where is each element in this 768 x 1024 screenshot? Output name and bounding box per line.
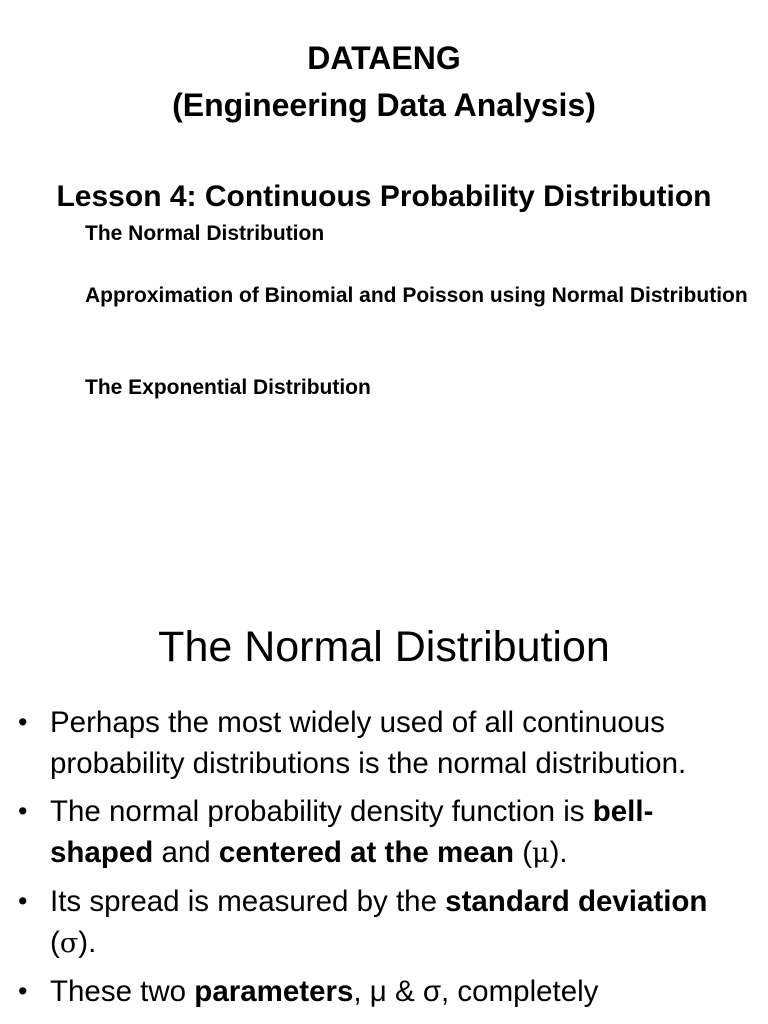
bullet-item-usage (0, 702, 768, 784)
bold-term-centered-at-mean: centered at the mean (218, 836, 515, 869)
paren-open: ( (50, 926, 60, 959)
bold-term-parameters: parameters (194, 975, 354, 1008)
paren-open: ( (514, 836, 533, 869)
slide-normal-distribution (0, 512, 768, 1024)
slide-title: The Normal Distribution (158, 623, 610, 671)
bullet-text-pre: These two (50, 975, 195, 1008)
topic-approximation: Approximation of Binomial and Poisson using Normal Distribution (85, 284, 748, 307)
bold-term-standard-deviation: standard deviation (445, 885, 708, 918)
paren-close: ). (78, 926, 97, 959)
lesson-title: Lesson 4: Continuous Probability Distribution (56, 180, 712, 213)
bullet-item-spread (0, 881, 768, 964)
bullet-icon: • (18, 886, 28, 916)
course-name-heading: (Engineering Data Analysis) (172, 87, 596, 123)
paren-close: ). (549, 836, 568, 869)
bullet-text: Perhaps the most widely used of all continuous probability distributions is the normal distribution. (50, 706, 687, 780)
bullet-item-parameters (0, 971, 768, 1012)
course-code-heading: DATAENG (307, 40, 461, 76)
bullet-text-pre: Its spread is measured by the (50, 885, 446, 918)
bullet-icon: • (18, 707, 28, 737)
topic-exponential-distribution: The Exponential Distribution (85, 376, 371, 399)
bullet-icon: • (18, 976, 28, 1006)
bullet-icon: • (18, 796, 28, 826)
bullet-text-mid: and (153, 836, 219, 869)
mu-symbol: μ (532, 838, 550, 869)
topic-normal-distribution: The Normal Distribution (85, 222, 325, 245)
bullet-item-shape (0, 791, 768, 874)
bullet-text-pre: The normal probability density function is (50, 795, 593, 828)
bold-term-bell-shaped: bell-shaped (50, 795, 654, 869)
bullet-list (0, 702, 768, 1019)
bullet-text-mid: , μ & σ, completely (353, 975, 599, 1008)
sigma-symbol: σ (59, 928, 79, 959)
